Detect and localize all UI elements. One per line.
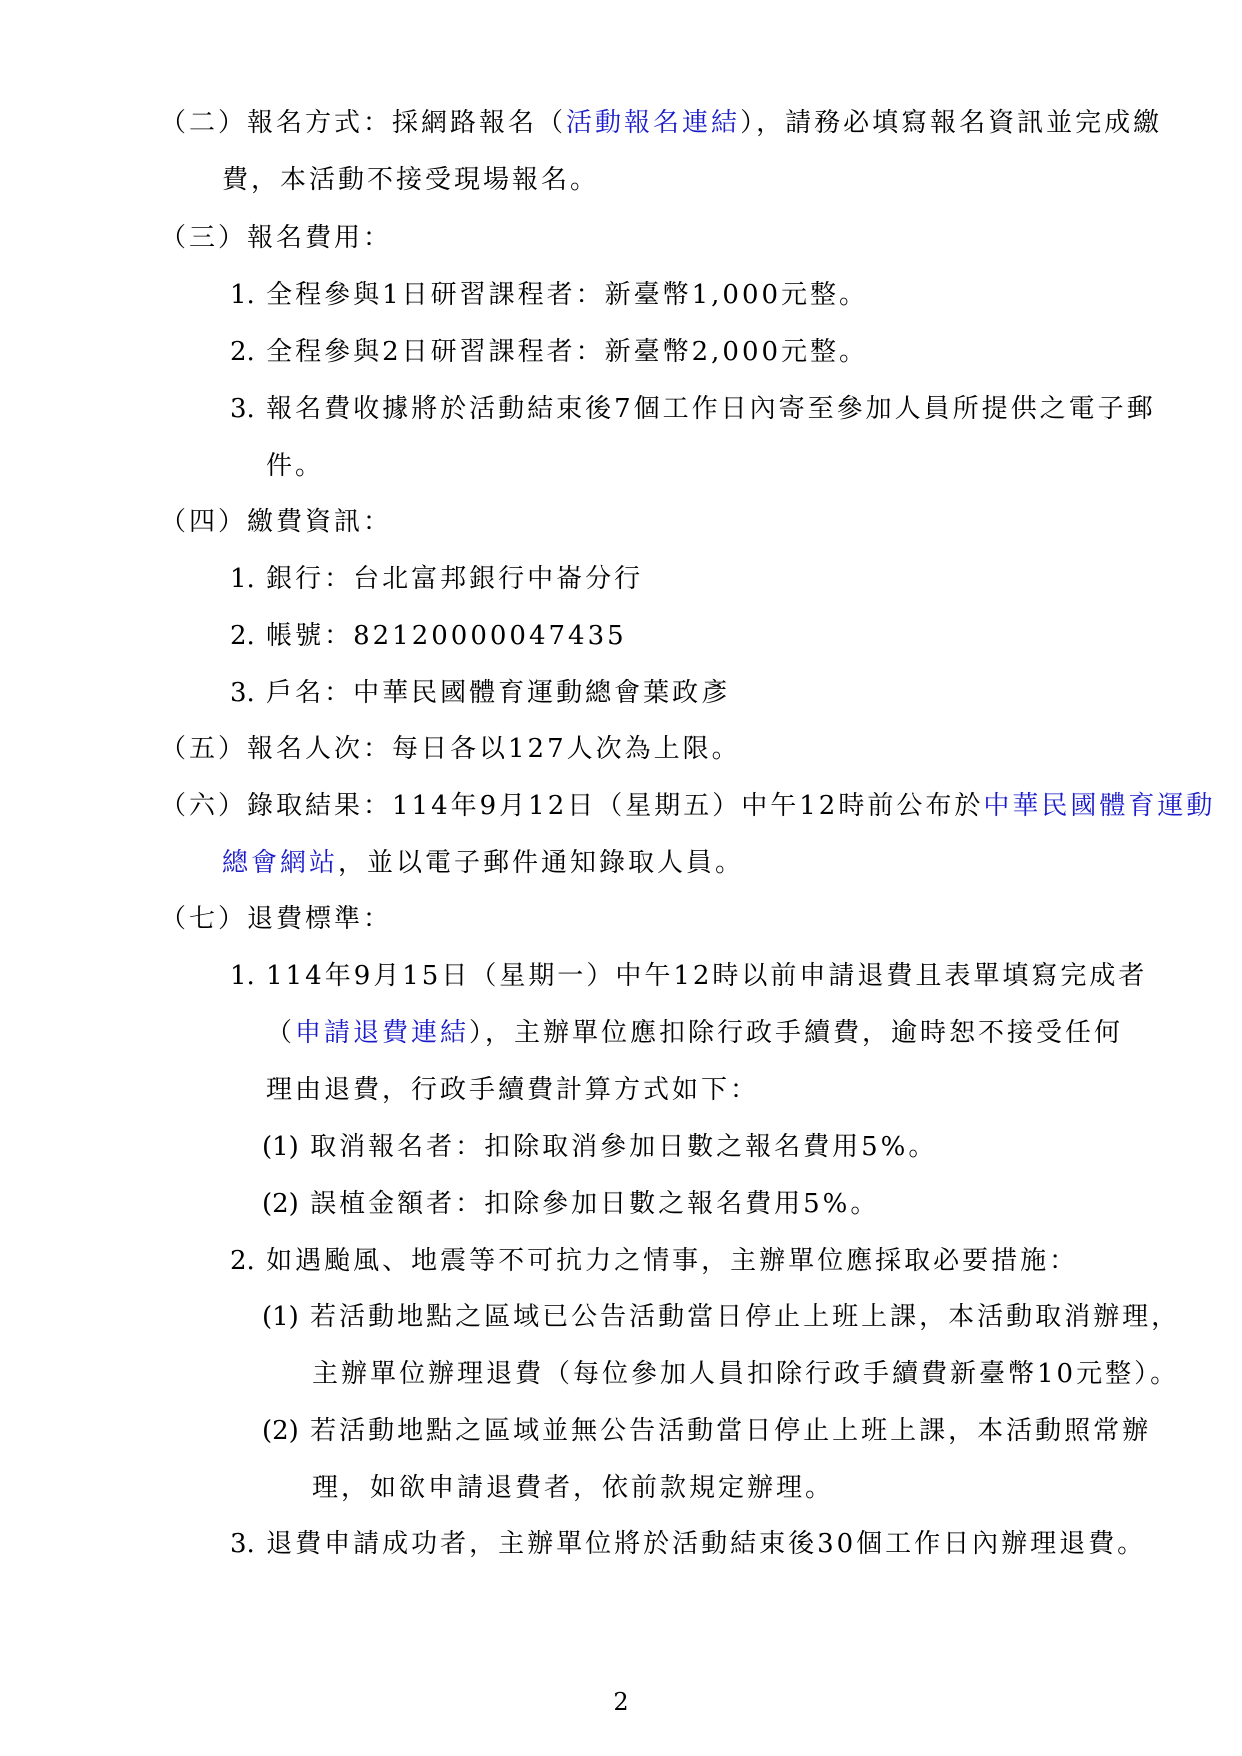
- payment-item-3: [230, 676, 730, 710]
- federation-website-link-continued[interactable]: 總會網站: [222, 848, 339, 878]
- refund-item-1-line-3: 理由退費，行政手續費計算方式如下：: [266, 1075, 760, 1105]
- fee-item-2: [230, 335, 868, 369]
- section-5-text: 報名人次：每日各以127人次為上限。: [247, 734, 741, 764]
- section-5-label: （五）: [160, 734, 248, 764]
- list-text: 全程參與1日研習課程者：新臺幣1,000元整。: [266, 280, 869, 310]
- refund-item-1-sub-2: [262, 1187, 879, 1221]
- refund-item-2-sub-2-line-2: 理，如欲申請退費者，依前款規定辦理。: [312, 1473, 835, 1503]
- section-2-title: 報名方式：: [247, 108, 393, 138]
- list-text: 帳號：82120000047435: [266, 621, 627, 651]
- sub-text: 若活動地點之區域已公告活動當日停止上班上課，本活動取消辦理，: [310, 1302, 1181, 1332]
- list-text: 戶名：中華民國體育運動總會葉政彥: [266, 678, 731, 708]
- section-2-line-1: [160, 106, 1162, 140]
- section-5-line: [160, 732, 741, 766]
- list-text: 銀行：台北富邦銀行中崙分行: [266, 564, 644, 594]
- fee-item-1: [230, 278, 868, 312]
- payment-item-2: [230, 619, 627, 653]
- list-text: 全程參與2日研習課程者：新臺幣2,000元整。: [266, 337, 869, 367]
- list-number: 2.: [230, 337, 255, 367]
- list-text: 報名費收據將於活動結束後7個工作日內寄至參加人員所提供之電子郵: [266, 394, 1156, 424]
- sub-number: (1): [262, 1132, 299, 1162]
- list-number: 1.: [230, 564, 255, 594]
- paren-open: （: [266, 1018, 296, 1048]
- section-7-heading: [160, 902, 392, 936]
- list-number: 1.: [230, 961, 255, 991]
- sub-text: 取消報名者：扣除取消參加日數之報名費用5%。: [310, 1132, 938, 1162]
- refund-item-2-sub-1-line-1: [262, 1300, 1180, 1334]
- sub-text: 誤植金額者：扣除參加日數之報名費用5%。: [310, 1189, 880, 1219]
- list-number: 2.: [230, 1246, 255, 1276]
- refund-item-1-line-2: [266, 1016, 1123, 1050]
- refund-item-1-text-post: ），主辦單位應扣除行政手續費，逾時恕不接受任何: [469, 1018, 1124, 1048]
- refund-item-1-line-1: [230, 959, 1147, 993]
- section-6-text-post: ，並以電子郵件通知錄取人員。: [338, 848, 745, 878]
- list-number: 3.: [230, 678, 255, 708]
- refund-item-2-sub-1-line-2: 主辦單位辦理退費（每位參加人員扣除行政手續費新臺幣10元整）。: [312, 1359, 1180, 1389]
- list-text: 114年9月15日（星期一）中午12時以前申請退費且表單填寫完成者: [266, 961, 1148, 991]
- list-number: 1.: [230, 280, 255, 310]
- list-text: 退費申請成功者，主辦單位將於活動結束後30個工作日內辦理退費。: [266, 1529, 1147, 1559]
- sub-number: (1): [262, 1302, 299, 1332]
- section-4-heading: [160, 505, 392, 539]
- refund-item-1-sub-1: [262, 1130, 937, 1164]
- section-7-title: 退費標準：: [247, 904, 393, 934]
- list-number: 2.: [230, 621, 255, 651]
- section-3-title: 報名費用：: [247, 223, 393, 253]
- refund-item-2: [230, 1244, 1078, 1278]
- section-2-line-2: 費，本活動不接受現場報名。: [222, 165, 600, 195]
- page-number: 2: [613, 1688, 629, 1716]
- section-4-title: 繳費資訊：: [247, 507, 393, 537]
- fee-item-3-continued: 件。: [266, 451, 325, 481]
- section-2-label: （二）: [160, 108, 248, 138]
- refund-application-link[interactable]: 申請退費連結: [295, 1018, 470, 1048]
- section-6-line-2: [222, 846, 744, 880]
- sub-text: 若活動地點之區域並無公告活動當日停止上班上課，本活動照常辦: [310, 1416, 1152, 1446]
- section-4-label: （四）: [160, 507, 248, 537]
- registration-link[interactable]: 活動報名連結: [566, 108, 741, 138]
- list-number: 3.: [230, 394, 255, 424]
- section-7-label: （七）: [160, 904, 248, 934]
- sub-number: (2): [262, 1416, 299, 1446]
- payment-item-1: [230, 562, 643, 596]
- fee-item-3: [230, 392, 1156, 426]
- list-number: 3.: [230, 1529, 255, 1559]
- section-2-text-post: ），請務必填寫報名資訊並完成繳: [740, 108, 1163, 138]
- section-2-text-pre: 採網路報名（: [392, 108, 567, 138]
- section-3-label: （三）: [160, 223, 248, 253]
- list-text: 如遇颱風、地震等不可抗力之情事，主辦單位應採取必要措施：: [266, 1246, 1079, 1276]
- refund-item-3: [230, 1527, 1146, 1561]
- section-3-heading: [160, 221, 392, 255]
- section-6-text-pre: 錄取結果：114年9月12日（星期五）中午12時前公布於: [247, 791, 984, 821]
- section-6-line-1: [160, 789, 1215, 823]
- section-6-label: （六）: [160, 791, 248, 821]
- federation-website-link[interactable]: 中華民國體育運動: [983, 791, 1216, 821]
- refund-item-2-sub-2-line-1: [262, 1414, 1151, 1448]
- sub-number: (2): [262, 1189, 299, 1219]
